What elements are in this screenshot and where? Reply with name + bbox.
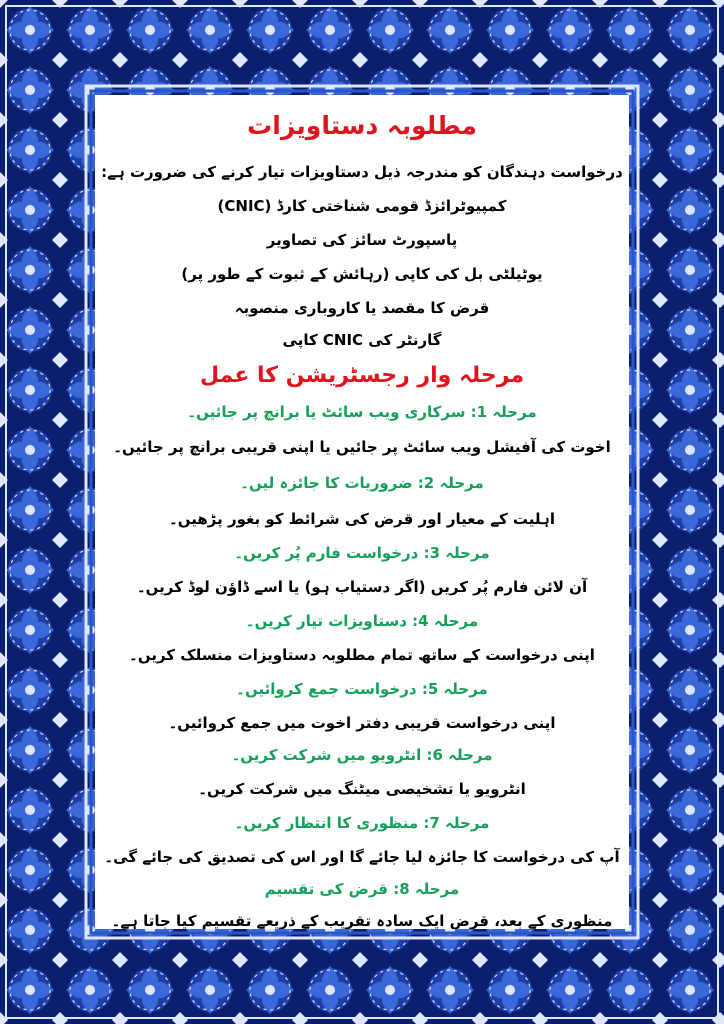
step-description: اخوت کی آفیشل ویب سائٹ پر جائیں یا اپنی قریبی برانچ پر جائیں۔ bbox=[113, 438, 611, 456]
page-title: مطلوبہ دستاویزات bbox=[247, 111, 477, 140]
step-description: آپ کی درخواست کا جائزہ لیا جائے گا اور اس کی تصدیق کی جائے گی۔ bbox=[104, 848, 620, 866]
step-description: انٹرویو یا تشخیصی میٹنگ میں شرکت کریں۔ bbox=[198, 780, 526, 798]
document-item: گارنٹر کی CNIC کاپی bbox=[282, 331, 442, 349]
step-title: مرحلہ 4: دستاویزات تیار کریں۔ bbox=[245, 612, 479, 630]
step-title: مرحلہ 6: انٹرویو میں شرکت کریں۔ bbox=[231, 746, 493, 764]
step-title: مرحلہ 8: قرض کی تقسیم bbox=[264, 880, 460, 898]
step-title: مرحلہ 3: درخواست فارم پُر کریں۔ bbox=[234, 544, 490, 562]
step-description: منظوری کے بعد، قرض ایک سادہ تقریب کے ذریعے تقسیم کیا جاتا ہے۔ bbox=[111, 912, 613, 929]
document-item: قرض کا مقصد یا کاروباری منصوبہ bbox=[234, 299, 490, 317]
process-title: مرحلہ وار رجسٹریشن کا عمل bbox=[199, 363, 525, 388]
step-title: مرحلہ 5: درخواست جمع کروائیں۔ bbox=[236, 680, 488, 698]
document-item: پاسپورٹ سائز کی تصاویر bbox=[266, 231, 458, 249]
step-title: مرحلہ 1: سرکاری ویب سائٹ یا برانچ پر جائیں۔ bbox=[187, 403, 537, 421]
document-item: کمپیوٹرائزڈ قومی شناختی کارڈ (CNIC) bbox=[217, 197, 507, 215]
step-description: اہلیت کے معیار اور قرض کی شرائط کو بغور پڑھیں۔ bbox=[168, 510, 555, 528]
step-title: مرحلہ 7: منظوری کا انتظار کریں۔ bbox=[234, 814, 490, 832]
step-description: اپنی درخواست کے ساتھ تمام مطلوبہ دستاویزات منسلک کریں۔ bbox=[129, 646, 595, 664]
document-item: یوٹیلٹی بل کی کاپی (رہائش کے ثبوت کے طور پر) bbox=[181, 265, 543, 283]
content-panel bbox=[95, 95, 629, 929]
step-description: اپنی درخواست قریبی دفتر اخوت میں جمع کروائیں۔ bbox=[168, 714, 556, 732]
step-title: مرحلہ 2: ضروریات کا جائزہ لیں۔ bbox=[240, 474, 484, 492]
step-description: آن لائن فارم پُر کریں (اگر دستیاب ہو) یا اسے ڈاؤن لوڈ کریں۔ bbox=[136, 578, 588, 596]
intro-text: درخواست دہندگان کو مندرجہ ذیل دستاویزات تیار کرنے کی ضرورت ہے: bbox=[101, 163, 623, 181]
